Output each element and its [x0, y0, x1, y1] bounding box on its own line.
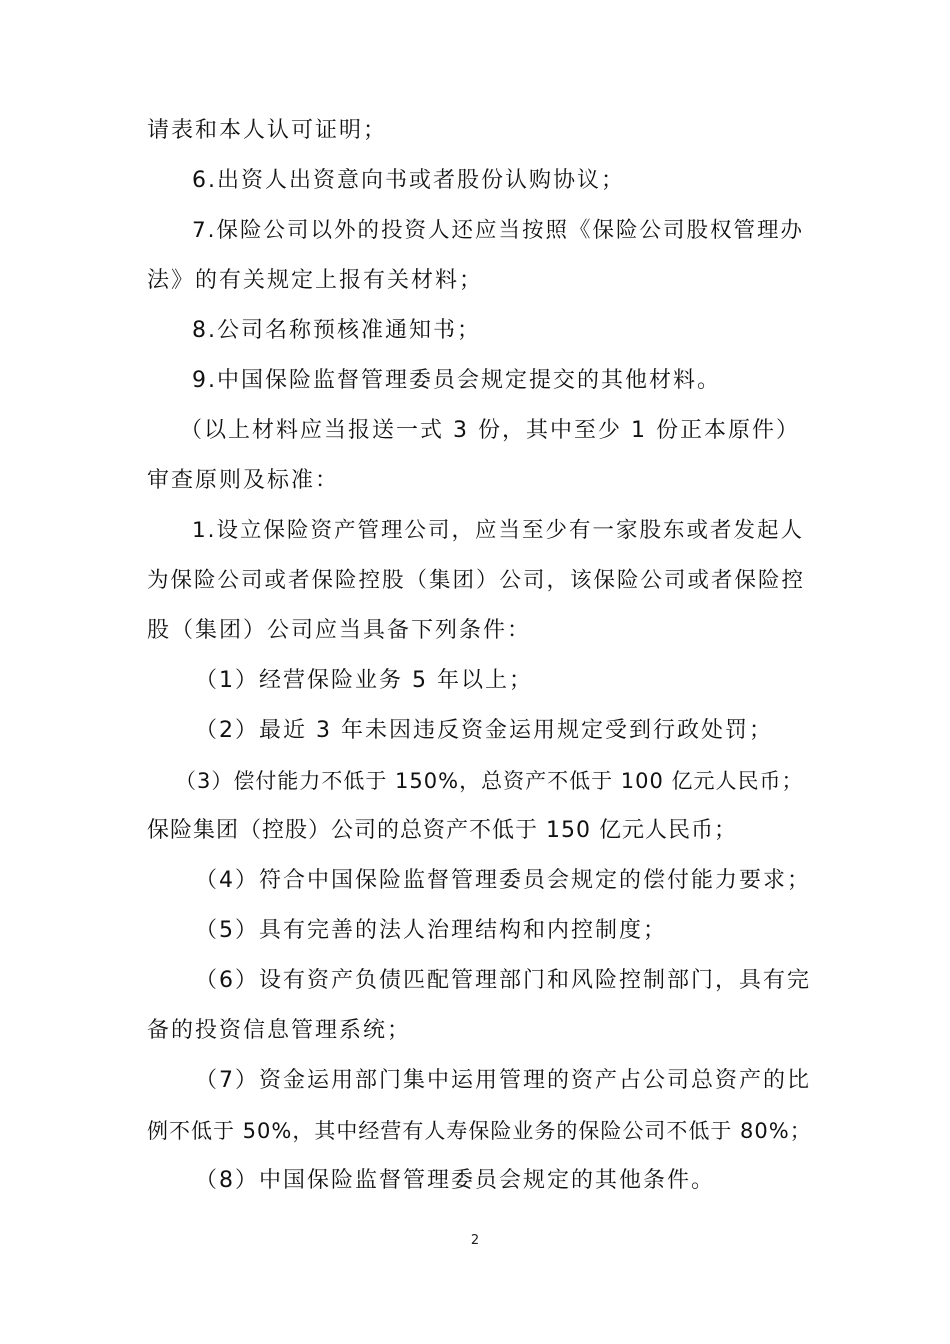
list-item: （6）设有资产负债匹配管理部门和风险控制部门，具有完: [195, 968, 811, 993]
text-line: 法》的有关规定上报有关材料；: [147, 268, 484, 293]
text-line: 请表和本人认可证明；: [147, 118, 388, 143]
list-item: （2）最近 3 年未因违反资金运用规定受到行政处罚；: [195, 718, 773, 743]
list-item: 8.公司名称预核准通知书；: [192, 318, 481, 343]
note-line: （以上材料应当报送一式 3 份，其中至少 1 份正本原件）: [180, 418, 800, 443]
page-number: 2: [470, 1233, 480, 1248]
section-heading: 审查原则及标准：: [147, 468, 340, 493]
text-line: 备的投资信息管理系统；: [147, 1018, 412, 1043]
text-line: 保险集团（控股）公司的总资产不低于 150 亿元人民币；: [147, 818, 737, 843]
list-item: （3）偿付能力不低于 150%，总资产不低于 100 亿元人民币；: [175, 769, 804, 793]
list-item: 6.出资人出资意向书或者股份认购协议；: [192, 168, 625, 193]
list-item: 1.设立保险资产管理公司，应当至少有一家股东或者发起人: [192, 518, 805, 543]
text-line: 股（集团）公司应当具备下列条件：: [147, 618, 532, 643]
text-line: 为保险公司或者保险控股（集团）公司，该保险公司或者保险控: [147, 568, 806, 593]
text-line: 例不低于 50%，其中经营有人寿保险业务的保险公司不低于 80%；: [147, 1119, 812, 1143]
list-item: 7.保险公司以外的投资人还应当按照《保险公司股权管理办: [192, 218, 805, 243]
list-item: 9.中国保险监督管理委员会规定提交的其他材料。: [192, 368, 721, 393]
list-item: （4）符合中国保险监督管理委员会规定的偿付能力要求；: [195, 868, 811, 893]
list-item: （1）经营保险业务 5 年以上；: [195, 668, 533, 693]
list-item: （8）中国保险监督管理委员会规定的其他条件。: [195, 1168, 715, 1193]
list-item: （5）具有完善的法人治理结构和内控制度；: [195, 918, 667, 943]
list-item: （7）资金运用部门集中运用管理的资产占公司总资产的比: [195, 1068, 811, 1093]
